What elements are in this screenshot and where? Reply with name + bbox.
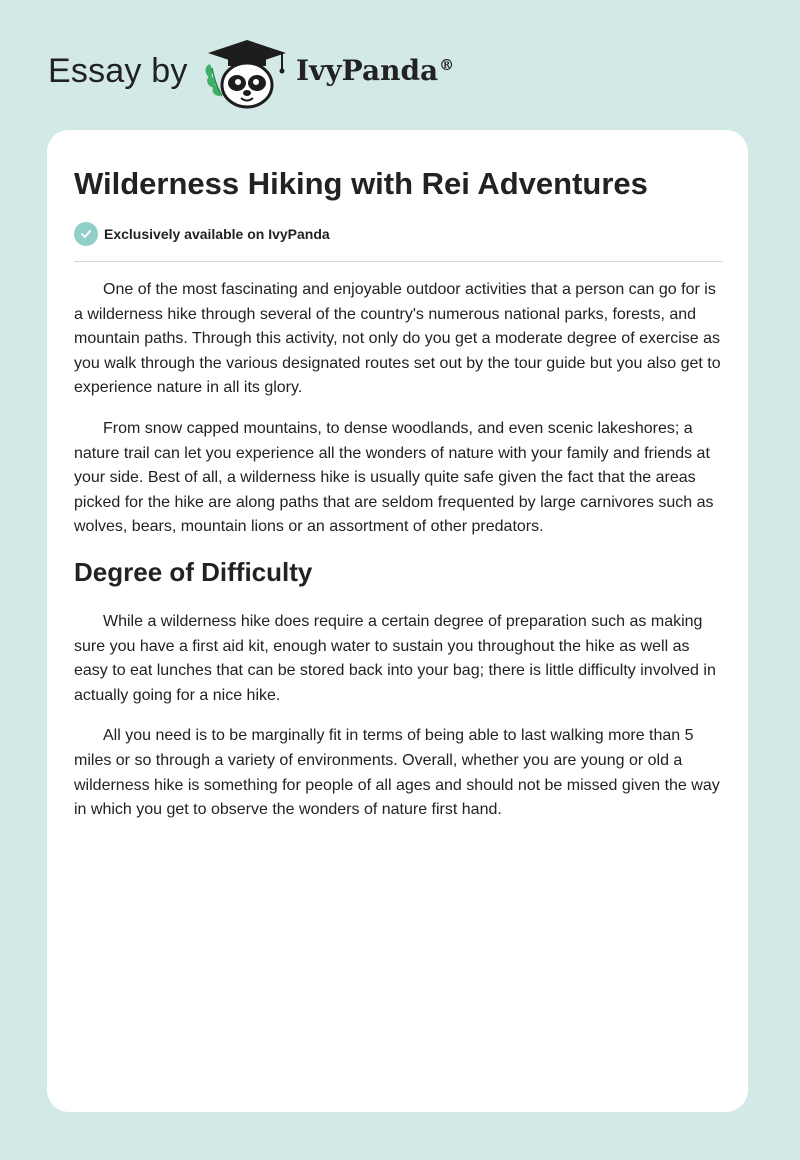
paragraph: From snow capped mountains, to dense woodlands, and even scenic lakeshores; a nature trail can let you experience all the wonders of nature with your family and friends at your side. Best of all, a wilderness hike is usually quite safe given the fact that the areas picked for the hike are along paths that are seldom frequented by large carnivores such as wolves, bears, mountain lions or an assortment of other predators. (74, 419, 714, 536)
paragraph: All you need is to be marginally fit in terms of being able to last walking more than 5 miles or so through a variety of environments. Overall, whether you are young or old a wilderness hike is something for people of all ages and should not be missed given the way in which you get to observe the wonders of nature first hand. (74, 727, 720, 819)
brand-prefix: Essay by (48, 52, 188, 90)
checkmark-icon (74, 222, 98, 246)
section-heading: Degree of Difficulty (74, 556, 313, 587)
paragraph: While a wilderness hike does require a certain degree of preparation such as making sure you have a first aid kit, enough water to sustain you throughout the hike as well as easy to eat lunches that can be stored back into your bag; there is little difficulty involved in actually going for a nice hike. (74, 612, 716, 704)
brand-header[interactable] (48, 38, 468, 110)
brand-name: IvyPanda® (296, 54, 455, 87)
divider (74, 261, 723, 262)
panda-graduate-icon (202, 38, 292, 115)
article-card (47, 130, 748, 1112)
badge-text: Exclusively available on IvyPanda (104, 226, 330, 242)
article-body (74, 278, 724, 839)
page-title: Wilderness Hiking with Rei Adventures (74, 166, 648, 201)
exclusive-badge (74, 222, 330, 246)
paragraph: One of the most fascinating and enjoyable outdoor activities that a person can go for is a wilderness hike through several of the country's numerous national parks, forests, and mountain paths. Through this activity, not only do you get a moderate degree of exercise as you walk through the various designated routes set out by the tour guide but you also get to experience nature in all its glory. (74, 281, 721, 397)
